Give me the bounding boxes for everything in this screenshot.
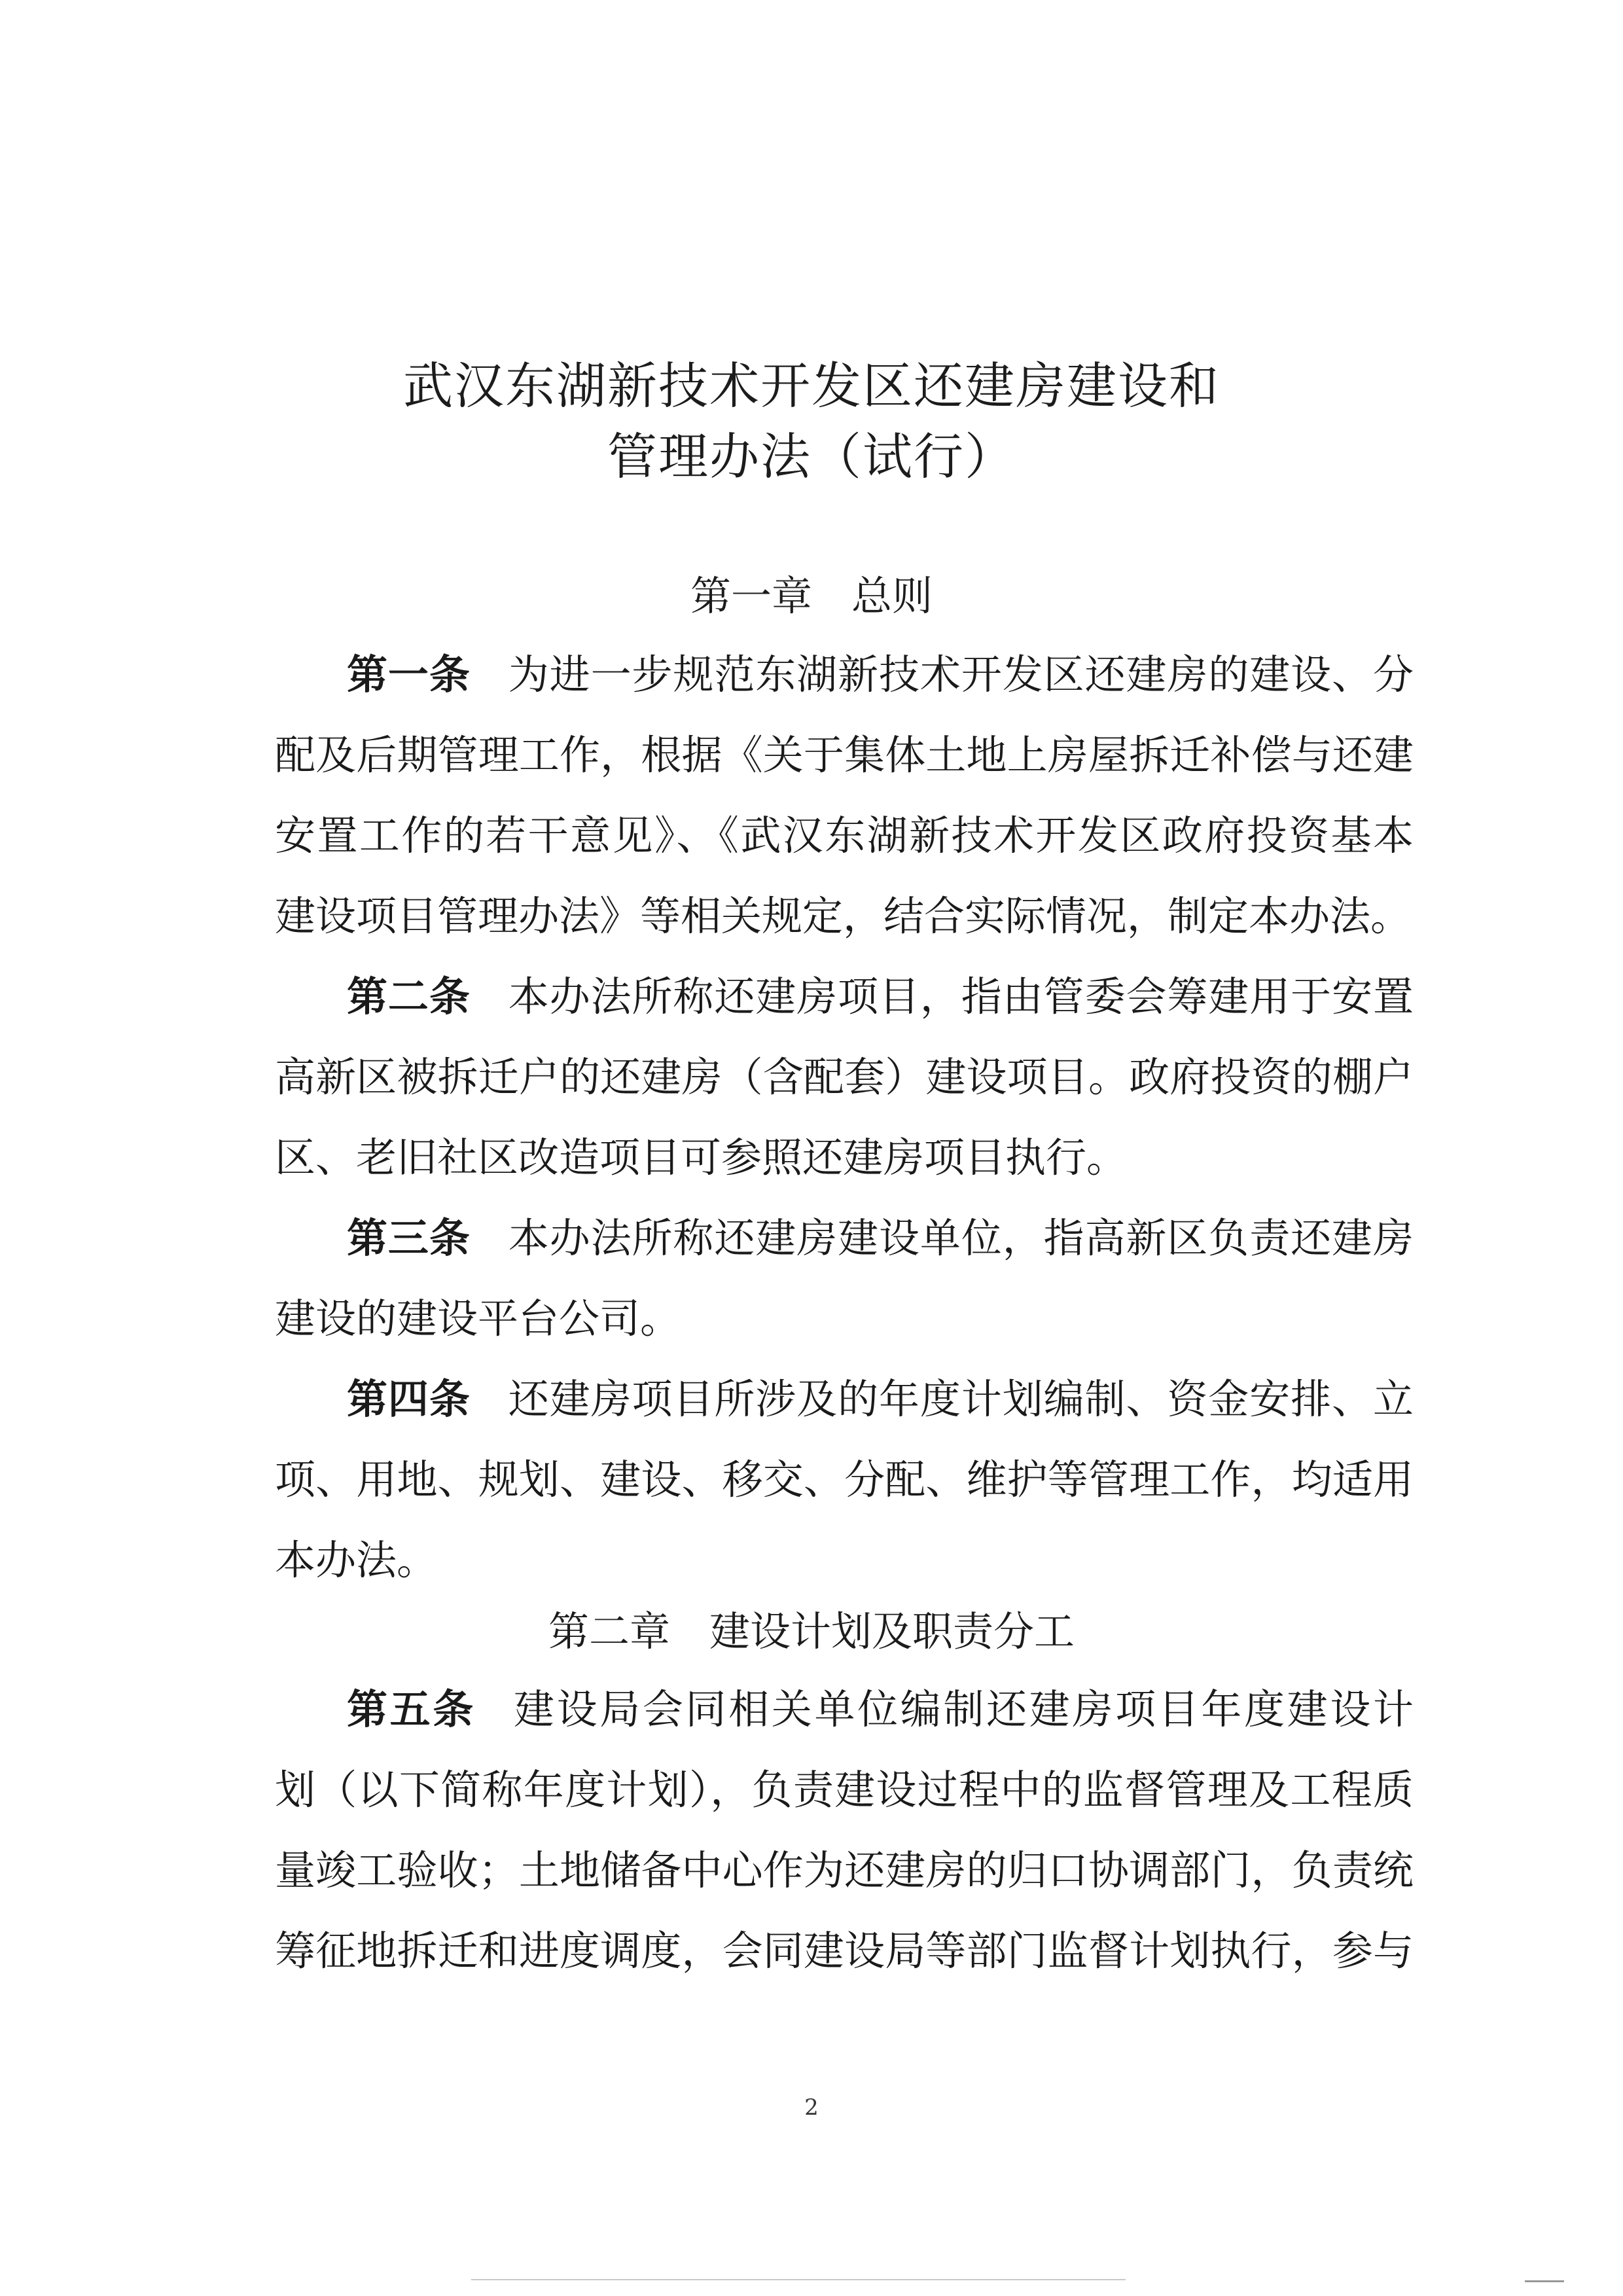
article-label: 第一条 [347,651,471,698]
article-2-line-2: 高新区被拆迁户的还建房（含配套）建设项目。政府投资的棚户 [275,1053,1414,1101]
scan-artifact-mark [1525,2280,1564,2282]
article-text: 为进一步规范东湖新技术开发区还建房的建设、分 [508,651,1414,698]
article-text: 本办法所称还建房建设单位，指高新区负责还建房 [508,1214,1414,1262]
article-5-line-4: 筹征地拆迁和进度调度，会同建设局等部门监督计划执行，参与 [275,1927,1414,1975]
article-text: 还建房项目所涉及的年度计划编制、资金安排、立 [508,1375,1414,1423]
article-text: 建设局会同相关单位编制还建房项目年度建设计 [513,1685,1414,1733]
article-label: 第五条 [347,1685,476,1733]
chapter-name: 建设计划及职责分工 [709,1607,1075,1655]
article-1-line-3: 安置工作的若干意见》、《武汉东湖新技术开发区政府投资基本 [275,812,1414,859]
article-2-line-3: 区、老旧社区改造项目可参照还建房项目执行。 [275,1134,1128,1181]
article-1-line-1 [347,645,1414,704]
article-2-line-1 [347,967,1414,1026]
chapter-heading-2 [0,1602,1623,1661]
chapter-number: 第一章 [690,572,812,620]
document-title-line-2: 管理办法（试行） [607,427,1016,486]
article-3-line-1 [347,1209,1414,1268]
article-1-line-4: 建设项目管理办法》等相关规定，结合实际情况，制定本办法。 [275,892,1412,940]
article-label: 第三条 [347,1214,471,1262]
article-label: 第二条 [347,973,471,1020]
document-title-line-1: 武汉东湖新技术开发区还建房建设和 [403,357,1220,415]
scan-artifact-line [471,2279,1126,2280]
article-4-line-1 [347,1370,1414,1429]
article-4-line-3: 本办法。 [275,1536,438,1584]
article-text: 本办法所称还建房项目，指由管委会筹建用于安置 [508,973,1414,1020]
article-5-line-2: 划（以下简称年度计划），负责建设过程中的监督管理及工程质 [275,1766,1414,1814]
chapter-number: 第二章 [548,1607,670,1655]
page-number: 2 [804,2094,819,2121]
article-label: 第四条 [347,1375,471,1423]
chapter-name: 总则 [851,572,933,620]
article-5-line-1 [347,1680,1414,1739]
article-5-line-3: 量竣工验收；土地储备中心作为还建房的归口协调部门，负责统 [275,1846,1414,1894]
chapter-heading-1 [0,567,1623,626]
article-3-line-2: 建设的建设平台公司。 [275,1295,681,1342]
article-4-line-2: 项、用地、规划、建设、移交、分配、维护等管理工作，均适用 [275,1456,1414,1503]
article-1-line-2: 配及后期管理工作，根据《关于集体土地上房屋拆迁补偿与还建 [275,731,1414,779]
